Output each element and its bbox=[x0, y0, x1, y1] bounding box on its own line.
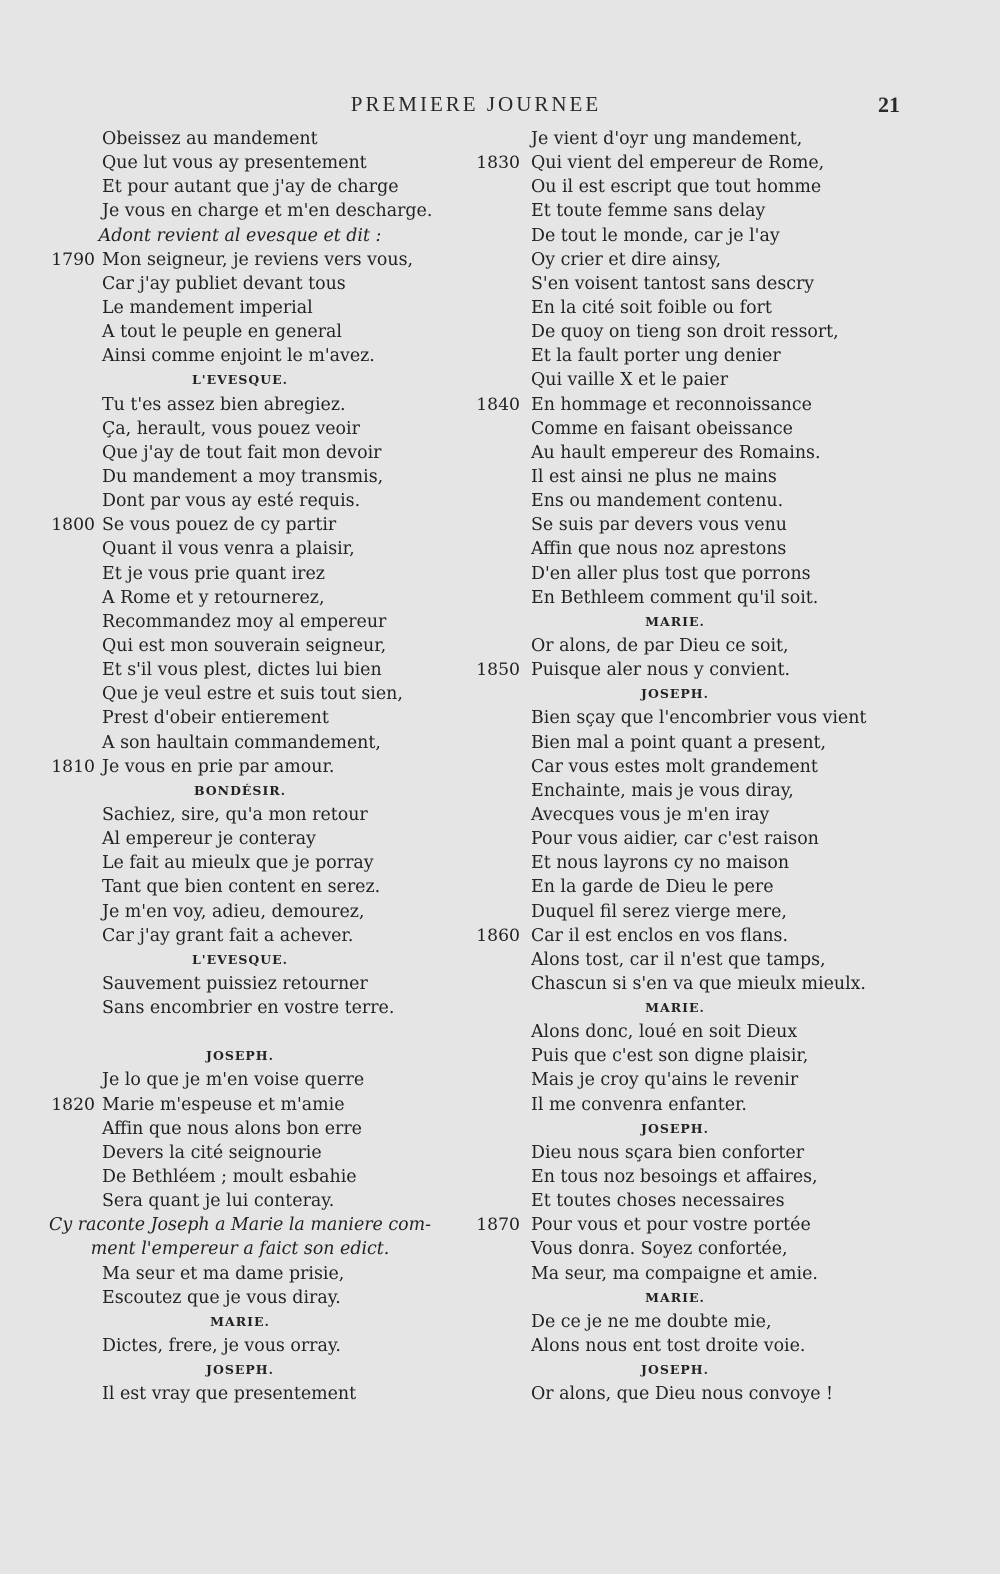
verse-line bbox=[470, 344, 990, 368]
verse-line bbox=[470, 634, 990, 658]
verse-line bbox=[0, 296, 480, 320]
verse-text: Marie m'espeuse et m'amie bbox=[102, 1094, 345, 1115]
verse-line bbox=[0, 731, 480, 755]
verse-text: Sans encombrier en vostre terre. bbox=[102, 998, 395, 1019]
verse-text: Se vous pouez de cy partir bbox=[102, 515, 337, 536]
verse-line bbox=[470, 658, 990, 682]
verse-line bbox=[470, 393, 990, 417]
verse-text: Affin que nous alons bon erre bbox=[102, 1118, 362, 1139]
verse-line bbox=[0, 151, 480, 175]
verse-line bbox=[470, 175, 990, 199]
speaker-name bbox=[0, 948, 480, 972]
verse-text: Du mandement a moy transmis, bbox=[102, 466, 384, 487]
verse-text: Tu t'es assez bien abregiez. bbox=[102, 394, 346, 415]
speaker-name bbox=[470, 996, 990, 1020]
verse-line bbox=[470, 441, 990, 465]
verse-text: Quant il vous venra a plaisir, bbox=[102, 539, 355, 560]
verse-line bbox=[0, 1068, 480, 1092]
line-number: 1790 bbox=[51, 249, 95, 270]
verse-line bbox=[0, 1262, 480, 1286]
verse-text: Alons donc, loué en soit Dieux bbox=[531, 1022, 798, 1043]
verse-text: Recommandez moy al empereur bbox=[102, 611, 387, 632]
verse-text: Que je veul estre et suis tout sien, bbox=[102, 684, 403, 705]
verse-text: Que j'ay de tout fait mon devoir bbox=[102, 442, 382, 463]
verse-text: En tous noz besoings et affaires, bbox=[531, 1167, 818, 1188]
verse-line bbox=[0, 851, 480, 875]
verse-line bbox=[0, 682, 480, 706]
speaker-text: BONDÉSIR. bbox=[193, 782, 287, 798]
verse-line bbox=[0, 1141, 480, 1165]
verse-line bbox=[470, 465, 990, 489]
verse-text: De tout le monde, car je l'ay bbox=[531, 225, 780, 246]
verse-text: Puisque aler nous y convient. bbox=[531, 660, 791, 681]
stage-text: ment l'empereur a faict son edict. bbox=[90, 1239, 390, 1260]
verse-text: Oy crier et dire ainsy, bbox=[531, 249, 722, 270]
verse-line bbox=[0, 634, 480, 658]
verse-text: Sachiez, sire, qu'a mon retour bbox=[102, 804, 368, 825]
speaker-name bbox=[0, 1310, 480, 1334]
verse-line bbox=[470, 779, 990, 803]
verse-line bbox=[0, 1165, 480, 1189]
stage-direction bbox=[0, 224, 480, 248]
speaker-text: JOSEPH. bbox=[641, 686, 709, 702]
line-number: 1820 bbox=[51, 1094, 95, 1115]
verse-text: Dieu nous sçara bien conforter bbox=[531, 1142, 805, 1163]
verse-text: Pour vous et pour vostre portée bbox=[531, 1215, 811, 1236]
verse-text: Ainsi comme enjoint le m'avez. bbox=[102, 346, 375, 367]
verse-text: Le fait au mieulx que je porray bbox=[102, 853, 374, 874]
verse-text: Affin que nous noz aprestons bbox=[531, 539, 787, 560]
speaker-text: MARIE. bbox=[645, 1000, 705, 1016]
blank-line bbox=[0, 1020, 480, 1044]
verse-line bbox=[470, 1093, 990, 1117]
verse-text: Ma seur, ma compaigne et amie. bbox=[531, 1263, 818, 1284]
verse-text: Or alons, de par Dieu ce soit, bbox=[531, 635, 789, 656]
right-column bbox=[470, 127, 990, 1406]
verse-text: Escoutez que je vous diray. bbox=[102, 1287, 341, 1308]
verse-line bbox=[0, 586, 480, 610]
verse-line bbox=[470, 706, 990, 730]
verse-line bbox=[470, 320, 990, 344]
verse-text: Enchainte, mais je vous diray, bbox=[531, 780, 794, 801]
line-number: 1860 bbox=[476, 925, 520, 946]
verse-text: S'en voisent tantost sans descry bbox=[531, 273, 815, 294]
verse-line bbox=[470, 1068, 990, 1092]
verse-line bbox=[470, 417, 990, 441]
verse-text: Qui est mon souverain seigneur, bbox=[102, 635, 387, 656]
speaker-name bbox=[0, 368, 480, 392]
verse-line bbox=[0, 924, 480, 948]
verse-text: Et toutes choses necessaires bbox=[531, 1191, 785, 1212]
running-title: PREMIERE JOURNEE bbox=[350, 92, 602, 116]
verse-line bbox=[470, 803, 990, 827]
verse-text: Qui vaille X et le paier bbox=[531, 370, 729, 391]
speaker-name bbox=[470, 610, 990, 634]
verse-line bbox=[470, 513, 990, 537]
line-number: 1850 bbox=[476, 660, 520, 681]
verse-line bbox=[470, 151, 990, 175]
verse-text: Et pour autant que j'ay de charge bbox=[102, 177, 399, 198]
speaker-text: L'EVESQUE. bbox=[191, 372, 289, 388]
verse-line bbox=[0, 610, 480, 634]
verse-line bbox=[470, 875, 990, 899]
verse-text: Pour vous aidier, car c'est raison bbox=[531, 829, 819, 850]
verse-text: Car j'ay grant fait a achever. bbox=[102, 925, 354, 946]
verse-text: En la garde de Dieu le pere bbox=[531, 877, 774, 898]
verse-text: Je m'en voy, adieu, demourez, bbox=[102, 901, 365, 922]
speaker-text: JOSEPH. bbox=[206, 1048, 274, 1064]
verse-text: Prest d'obeir entierement bbox=[102, 708, 329, 729]
stage-direction bbox=[0, 1213, 480, 1237]
verse-text: En Bethleem comment qu'il soit. bbox=[531, 587, 819, 608]
verse-text: Ou il est escript que tout homme bbox=[531, 177, 822, 198]
speaker-text: JOSEPH. bbox=[641, 1120, 709, 1136]
verse-text: Et toute femme sans delay bbox=[531, 201, 766, 222]
verse-text: Sauvement puissiez retourner bbox=[102, 973, 368, 994]
verse-line bbox=[0, 827, 480, 851]
speaker-text: MARIE. bbox=[210, 1313, 270, 1329]
verse-line bbox=[470, 199, 990, 223]
speaker-name bbox=[470, 1117, 990, 1141]
verse-text: Mais je croy qu'ains le revenir bbox=[531, 1070, 799, 1091]
verse-line bbox=[0, 248, 480, 272]
verse-line bbox=[470, 1334, 990, 1358]
verse-line bbox=[470, 851, 990, 875]
verse-line bbox=[0, 393, 480, 417]
verse-text: Sera quant je lui conteray. bbox=[102, 1191, 335, 1212]
verse-line bbox=[0, 417, 480, 441]
verse-text: Il est ainsi ne plus ne mains bbox=[531, 466, 777, 487]
verse-line bbox=[470, 924, 990, 948]
speaker-name bbox=[0, 779, 480, 803]
verse-text: A son haultain commandement, bbox=[102, 732, 381, 753]
verse-text: De quoy on tieng son droit ressort, bbox=[531, 322, 839, 343]
verse-line bbox=[470, 827, 990, 851]
verse-line bbox=[470, 296, 990, 320]
verse-text: Comme en faisant obeissance bbox=[531, 418, 793, 439]
verse-line bbox=[0, 706, 480, 730]
verse-text: Car il est enclos en vos flans. bbox=[531, 925, 789, 946]
verse-text: Et nous layrons cy no maison bbox=[531, 853, 790, 874]
line-number: 1810 bbox=[51, 756, 95, 777]
verse-text: Al empereur je conteray bbox=[102, 829, 316, 850]
verse-text: Bien sçay que l'encombrier vous vient bbox=[531, 708, 867, 729]
verse-text: A tout le peuple en general bbox=[102, 322, 342, 343]
verse-text: Dont par vous ay esté requis. bbox=[102, 491, 361, 512]
verse-text: Ens ou mandement contenu. bbox=[531, 491, 784, 512]
verse-line bbox=[470, 1382, 990, 1406]
verse-line bbox=[0, 272, 480, 296]
left-column bbox=[0, 127, 480, 1406]
verse-text: Duquel fil serez vierge mere, bbox=[531, 901, 787, 922]
verse-line bbox=[470, 1020, 990, 1044]
verse-text: Ma seur et ma dame prisie, bbox=[102, 1263, 345, 1284]
stage-text: Adont revient al evesque et dit : bbox=[98, 225, 382, 246]
verse-text: Je vous en prie par amour. bbox=[102, 756, 335, 777]
verse-line bbox=[0, 803, 480, 827]
verse-line bbox=[470, 900, 990, 924]
verse-line bbox=[0, 175, 480, 199]
verse-text: Vous donra. Soyez confortée, bbox=[531, 1239, 788, 1260]
speaker-text: MARIE. bbox=[645, 1289, 705, 1305]
verse-text: Et s'il vous plest, dictes lui bien bbox=[102, 660, 382, 681]
verse-line bbox=[470, 1165, 990, 1189]
verse-text: Que lut vous ay presentement bbox=[102, 153, 367, 174]
verse-line bbox=[470, 537, 990, 561]
stage-text: Cy raconte Joseph a Marie la maniere com- bbox=[49, 1215, 431, 1236]
line-number: 1800 bbox=[51, 515, 95, 536]
verse-line bbox=[470, 248, 990, 272]
line-number: 1840 bbox=[476, 394, 520, 415]
line-number: 1830 bbox=[476, 153, 520, 174]
verse-text: Au hault empereur des Romains. bbox=[531, 442, 821, 463]
verse-text: Chascun si s'en va que mieulx mieulx. bbox=[531, 973, 866, 994]
verse-text: Bien mal a point quant a present, bbox=[531, 732, 827, 753]
verse-text: Devers la cité seignourie bbox=[102, 1142, 322, 1163]
verse-text: Alons tost, car il n'est que tamps, bbox=[531, 949, 826, 970]
speaker-text: MARIE. bbox=[645, 613, 705, 629]
speaker-name bbox=[0, 1044, 480, 1068]
verse-line bbox=[470, 489, 990, 513]
verse-text: Le mandement imperial bbox=[102, 297, 313, 318]
verse-line bbox=[470, 586, 990, 610]
verse-line bbox=[470, 1189, 990, 1213]
verse-text: Je vient d'oyr ung mandement, bbox=[531, 129, 803, 149]
speaker-text: JOSEPH. bbox=[206, 1362, 274, 1378]
verse-line bbox=[0, 344, 480, 368]
verse-text: Dictes, frere, je vous orray. bbox=[102, 1336, 341, 1357]
verse-line bbox=[0, 513, 480, 537]
verse-line bbox=[0, 441, 480, 465]
verse-text: Il me convenra enfanter. bbox=[531, 1094, 747, 1115]
verse-text: En la cité soit foible ou fort bbox=[531, 297, 772, 318]
verse-text: Je vous en charge et m'en descharge. bbox=[102, 201, 433, 222]
verse-text: Tant que bien content en serez. bbox=[102, 877, 381, 898]
speaker-name bbox=[470, 682, 990, 706]
verse-text: Se suis par devers vous venu bbox=[531, 515, 787, 536]
verse-text: Et je vous prie quant irez bbox=[102, 563, 325, 584]
verse-line bbox=[0, 127, 480, 151]
verse-line bbox=[0, 465, 480, 489]
verse-line bbox=[0, 1334, 480, 1358]
verse-line bbox=[470, 1141, 990, 1165]
verse-line bbox=[0, 1093, 480, 1117]
verse-line bbox=[470, 972, 990, 996]
verse-text: Et la fault porter ung denier bbox=[531, 346, 781, 367]
verse-line bbox=[0, 1117, 480, 1141]
verse-text: Or alons, que Dieu nous convoye ! bbox=[531, 1384, 834, 1405]
verse-line bbox=[470, 1310, 990, 1334]
speaker-text: JOSEPH. bbox=[641, 1362, 709, 1378]
verse-text: Puis que c'est son digne plaisir, bbox=[531, 1046, 809, 1067]
verse-text: Alons nous ent tost droite voie. bbox=[531, 1336, 806, 1357]
stage-direction bbox=[0, 1237, 480, 1261]
verse-line bbox=[0, 875, 480, 899]
verse-line bbox=[0, 996, 480, 1020]
speaker-text: L'EVESQUE. bbox=[191, 951, 289, 967]
verse-line bbox=[0, 1286, 480, 1310]
verse-line bbox=[0, 199, 480, 223]
verse-text: Ça, herault, vous pouez veoir bbox=[102, 418, 360, 439]
verse-line bbox=[470, 755, 990, 779]
verse-line bbox=[0, 320, 480, 344]
verse-line bbox=[0, 658, 480, 682]
verse-text: Je lo que je m'en voise querre bbox=[102, 1070, 365, 1091]
verse-line bbox=[470, 1237, 990, 1261]
verse-text: Car j'ay publiet devant tous bbox=[102, 273, 346, 294]
verse-line bbox=[0, 489, 480, 513]
line-number: 1870 bbox=[476, 1215, 520, 1236]
verse-line bbox=[0, 562, 480, 586]
speaker-name bbox=[470, 1286, 990, 1310]
speaker-name bbox=[470, 1358, 990, 1382]
verse-line bbox=[0, 972, 480, 996]
verse-text: Il est vray que presentement bbox=[102, 1384, 357, 1405]
speaker-name bbox=[0, 1358, 480, 1382]
verse-line bbox=[470, 562, 990, 586]
verse-line bbox=[470, 127, 990, 151]
verse-text: Car vous estes molt grandement bbox=[531, 756, 818, 777]
verse-line bbox=[470, 1262, 990, 1286]
verse-line bbox=[470, 1044, 990, 1068]
verse-line bbox=[470, 224, 990, 248]
verse-line bbox=[0, 900, 480, 924]
verse-text: De ce je ne me doubte mie, bbox=[531, 1311, 772, 1332]
verse-line bbox=[0, 537, 480, 561]
verse-line bbox=[470, 948, 990, 972]
verse-text: A Rome et y retournerez, bbox=[102, 587, 325, 608]
verse-text: Avecques vous je m'en iray bbox=[531, 804, 770, 825]
page-number: 21 bbox=[878, 92, 900, 117]
verse-text: Mon seigneur, je reviens vers vous, bbox=[102, 249, 414, 270]
verse-text: En hommage et reconnoissance bbox=[531, 394, 812, 415]
verse-line bbox=[0, 755, 480, 779]
verse-line bbox=[470, 1213, 990, 1237]
verse-line bbox=[470, 272, 990, 296]
verse-line bbox=[0, 1382, 480, 1406]
verse-text: Qui vient del empereur de Rome, bbox=[531, 153, 825, 174]
verse-text: D'en aller plus tost que porrons bbox=[531, 563, 811, 584]
verse-line bbox=[470, 731, 990, 755]
verse-line bbox=[470, 368, 990, 392]
verse-line bbox=[0, 1189, 480, 1213]
verse-text: De Bethléem ; moult esbahie bbox=[102, 1167, 357, 1188]
verse-text: Obeissez au mandement bbox=[102, 129, 318, 149]
